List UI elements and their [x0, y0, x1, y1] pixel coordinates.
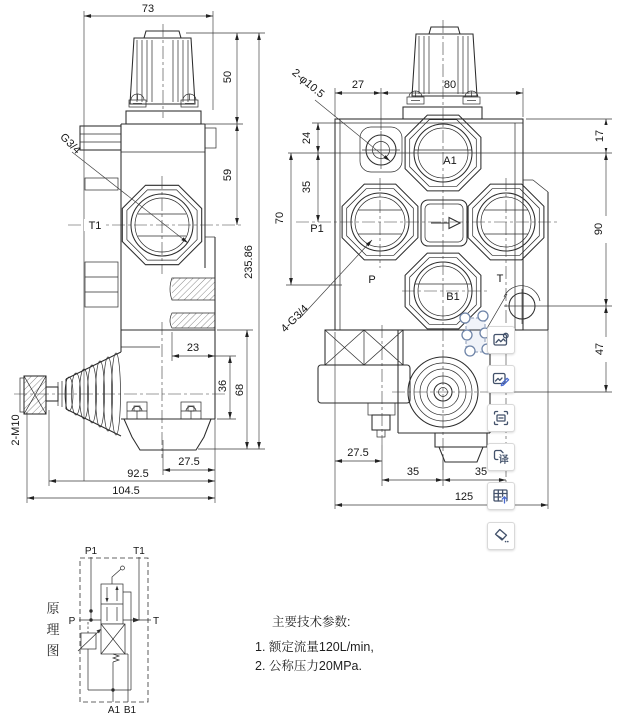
- image-tools-toolbar: [487, 326, 515, 550]
- ocr-frame-button[interactable]: [487, 404, 515, 432]
- dim-23-label: 23: [186, 342, 200, 354]
- dim-47-label: 47: [594, 342, 606, 356]
- schematic-title-char-2: 理: [46, 622, 60, 637]
- left-view-drawing: [10, 3, 265, 503]
- dim-36-label: 36: [217, 379, 229, 393]
- image-translate-icon: [492, 448, 510, 466]
- schematic-t1-label: T1: [133, 546, 145, 557]
- ocr-frame-icon: [492, 409, 510, 427]
- notes-title: 主要技术参数:: [272, 615, 351, 629]
- dim-92-5-label: 92.5: [127, 468, 149, 480]
- dim-68-label: 68: [234, 383, 246, 397]
- selection-handle: [462, 330, 472, 340]
- schematic-a1-label: A1: [107, 705, 121, 716]
- schematic-p-label: P: [68, 616, 76, 627]
- dim-17-label: 17: [594, 129, 606, 143]
- dim-27-5-right-label: 27.5: [347, 447, 369, 459]
- image-search-button[interactable]: [487, 326, 515, 354]
- dim-59-label: 59: [222, 168, 234, 182]
- dim-35-b-label: 35: [474, 466, 488, 478]
- adjust-knob-side: [126, 24, 201, 124]
- tech-notes: [255, 614, 374, 673]
- selection-handle: [478, 311, 488, 321]
- dim-27-5-left-label: 27.5: [178, 456, 200, 468]
- dim-104-5-label: 104.5: [112, 485, 140, 497]
- dim-35-a-label: 35: [406, 466, 420, 478]
- table-export-button[interactable]: [487, 482, 515, 510]
- adjust-knob-front: [403, 27, 482, 119]
- dim-80-label: 80: [443, 79, 457, 91]
- dim-73-label: 73: [141, 3, 155, 15]
- label-4-g34: 4-G3/4: [278, 302, 312, 336]
- dim-35-left-label: 35: [301, 180, 313, 194]
- flow-arrow-plate: [421, 200, 467, 246]
- control-lever: [14, 352, 228, 436]
- image-edit-button[interactable]: [487, 365, 515, 393]
- port-t1-label: T1: [88, 220, 102, 232]
- spool-end-assembly: [318, 325, 410, 445]
- image-edit-icon: [492, 370, 510, 388]
- eraser-button[interactable]: [487, 522, 515, 550]
- label-2-phi10-5: 2-φ10.5: [289, 66, 327, 101]
- selection-handle: [460, 313, 470, 323]
- schematic-p1-label: P1: [84, 546, 98, 557]
- port-g34-label: G3/4: [57, 131, 83, 157]
- dim-125-label: 125: [454, 491, 474, 503]
- notes-item-1: 1. 额定流量120L/min,: [255, 640, 374, 654]
- dim-235-86-label: 235.86: [243, 245, 255, 279]
- dim-24-label: 24: [301, 131, 313, 145]
- dim-50-label: 50: [222, 70, 234, 84]
- schematic-title-char-1: 原: [46, 601, 60, 616]
- eraser-icon: [492, 527, 510, 545]
- valve-body-side: [68, 124, 243, 458]
- selection-handle: [465, 346, 475, 356]
- dim-70-label: 70: [274, 211, 286, 225]
- right-view-drawing: [274, 20, 612, 509]
- dim-90-label: 90: [593, 222, 605, 236]
- image-translate-button[interactable]: [487, 443, 515, 471]
- schematic-t-label: T: [152, 616, 160, 627]
- port-a1-label: A1: [443, 155, 457, 167]
- translate-glyph: 译: [498, 455, 509, 466]
- left-view-dimensions: [27, 11, 265, 503]
- schematic-b1-label: B1: [123, 705, 137, 716]
- image-search-icon: [492, 331, 510, 349]
- port-p1-label: P1: [310, 223, 324, 235]
- dim-27-label: 27: [351, 79, 365, 91]
- port-t-label: T: [496, 273, 504, 285]
- label-2m10: 2-M10: [10, 414, 22, 446]
- schematic-title-char-3: 图: [46, 643, 60, 658]
- port-b1-label: B1: [446, 291, 460, 303]
- hydraulic-schematic: [46, 546, 159, 716]
- valve-body-front: [335, 119, 548, 330]
- port-p-label: P: [368, 274, 376, 286]
- table-export-icon: [492, 487, 510, 505]
- notes-item-2: 2. 公称压力20MPa.: [255, 659, 362, 673]
